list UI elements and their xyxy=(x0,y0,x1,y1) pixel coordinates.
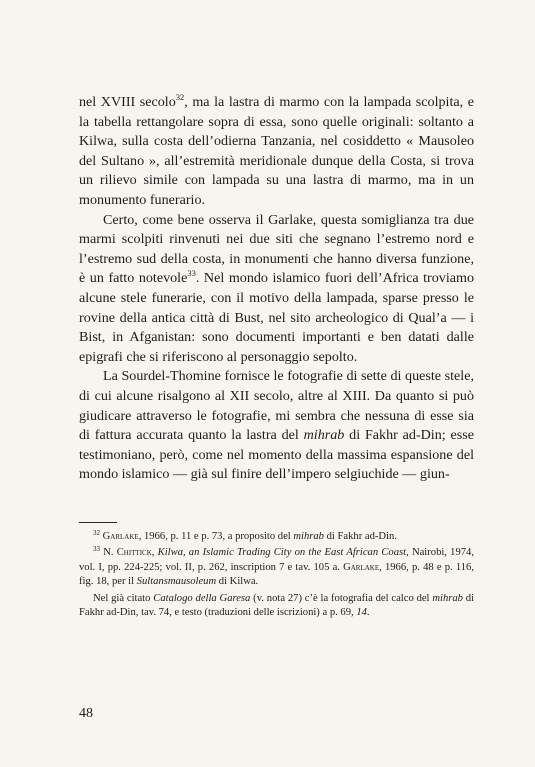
footnote-ref: 32 xyxy=(175,92,185,102)
text-run: . xyxy=(366,607,370,619)
text-run: Certo, come bene osserva il Garlake, questa somiglianza tra due marmi scolpiti rinvenuti nei due siti che segnano l’estremo nord e l’estremo sud della costa, in monumenti che hanno diversa funzione, è un fatto notevole xyxy=(79,211,474,287)
text-run: Chittick xyxy=(116,547,152,559)
italic-text: Kilwa, an Islamic Trading City on the East African Coast xyxy=(157,547,407,559)
text-run: , ma la lastra di marmo con la lampada scolpita, e la tabella rettangolare sopra di essa, sono quelle originali: soltanto a Kilwa, sulla costa dell’odierna Tanzania, nel cosiddetto « Mausoleo del Sultano », all’estremità meridionale dunque della Costa, si trova un rilievo simile con lampada su una lastra di marmo, ma in un monumento funerario. xyxy=(79,94,474,208)
italic-text: Sultansmausoleum xyxy=(136,576,217,588)
text-run: N. xyxy=(100,547,117,559)
main-text xyxy=(79,93,474,485)
footnote xyxy=(79,530,474,544)
text-run: nel XVIII secolo xyxy=(79,94,176,110)
footnote xyxy=(79,592,474,621)
footnote-ref: 33 xyxy=(187,268,196,279)
text-run: , 1966, p. 11 e p. 73, a proposito del xyxy=(138,531,294,542)
italic-text: Catalogo della Garesa xyxy=(153,592,251,604)
text-run: , 1966, p. 48 e p. 116, fig. 18, per il xyxy=(79,561,474,588)
footnote-separator xyxy=(79,522,117,523)
italic-text: mihrab xyxy=(293,531,324,542)
text-run: , xyxy=(151,547,158,559)
italic-text: 14 xyxy=(356,607,367,619)
page-number: 48 xyxy=(79,706,93,721)
text-run: di Fakhr ad-Din, tav. 74, e testo (traduzioni delle iscrizioni) a p. 69, xyxy=(79,592,475,619)
footnote-ref: 32 xyxy=(93,529,100,537)
paragraph xyxy=(79,367,474,485)
footnote-ref: 33 xyxy=(93,545,100,554)
text-run: di Fakhr ad-Din; esse testimoniano, però, come nel momento della massima espansione del mondo islamico — già sul finire dell’impero selgiuchide — giun- xyxy=(79,427,474,483)
text-run: di Fakhr ad-Din. xyxy=(323,531,397,542)
text-run: (v. nota 27) c’è la fotografia del calco del xyxy=(250,592,433,604)
text-run: . Nel mondo islamico fuori dell’Africa troviamo alcune stele funerarie, con il motivo della lampada, sparse presso le rovine della antica città di Bust, nel sito archeologico di Qual’a — i Bist, in Afganistan: sono documenti importanti e ben datati dalle epigrafi che si riferiscono al personaggio sepolto. xyxy=(79,270,475,365)
footnote xyxy=(79,546,474,589)
paragraph xyxy=(79,211,474,368)
text-run: Garlake xyxy=(343,561,380,573)
text-run: Garlake xyxy=(102,531,139,542)
text-run: , Nairobi, 1974, vol. I, pp. 224-225; vol. II, p. 262, inscription 7 e tav. 105 a. xyxy=(79,547,474,573)
footnotes xyxy=(79,530,474,622)
text-run: Nel già citato xyxy=(93,592,154,604)
paragraph xyxy=(79,93,474,211)
italic-text: mihrab xyxy=(432,592,463,604)
italic-text: mihrab xyxy=(303,427,345,444)
text-run: La Sourdel-Thomine fornisce le fotografie di sette di queste stele, di cui alcune risalgono al XII secolo, altre al XIII. Da quanto si può giudicare attraverso le fotografie, mi sembra che nessuna di esse sia di fattura accurata quanto la lastra del xyxy=(79,368,474,444)
text-run: di Kilwa. xyxy=(216,576,259,588)
